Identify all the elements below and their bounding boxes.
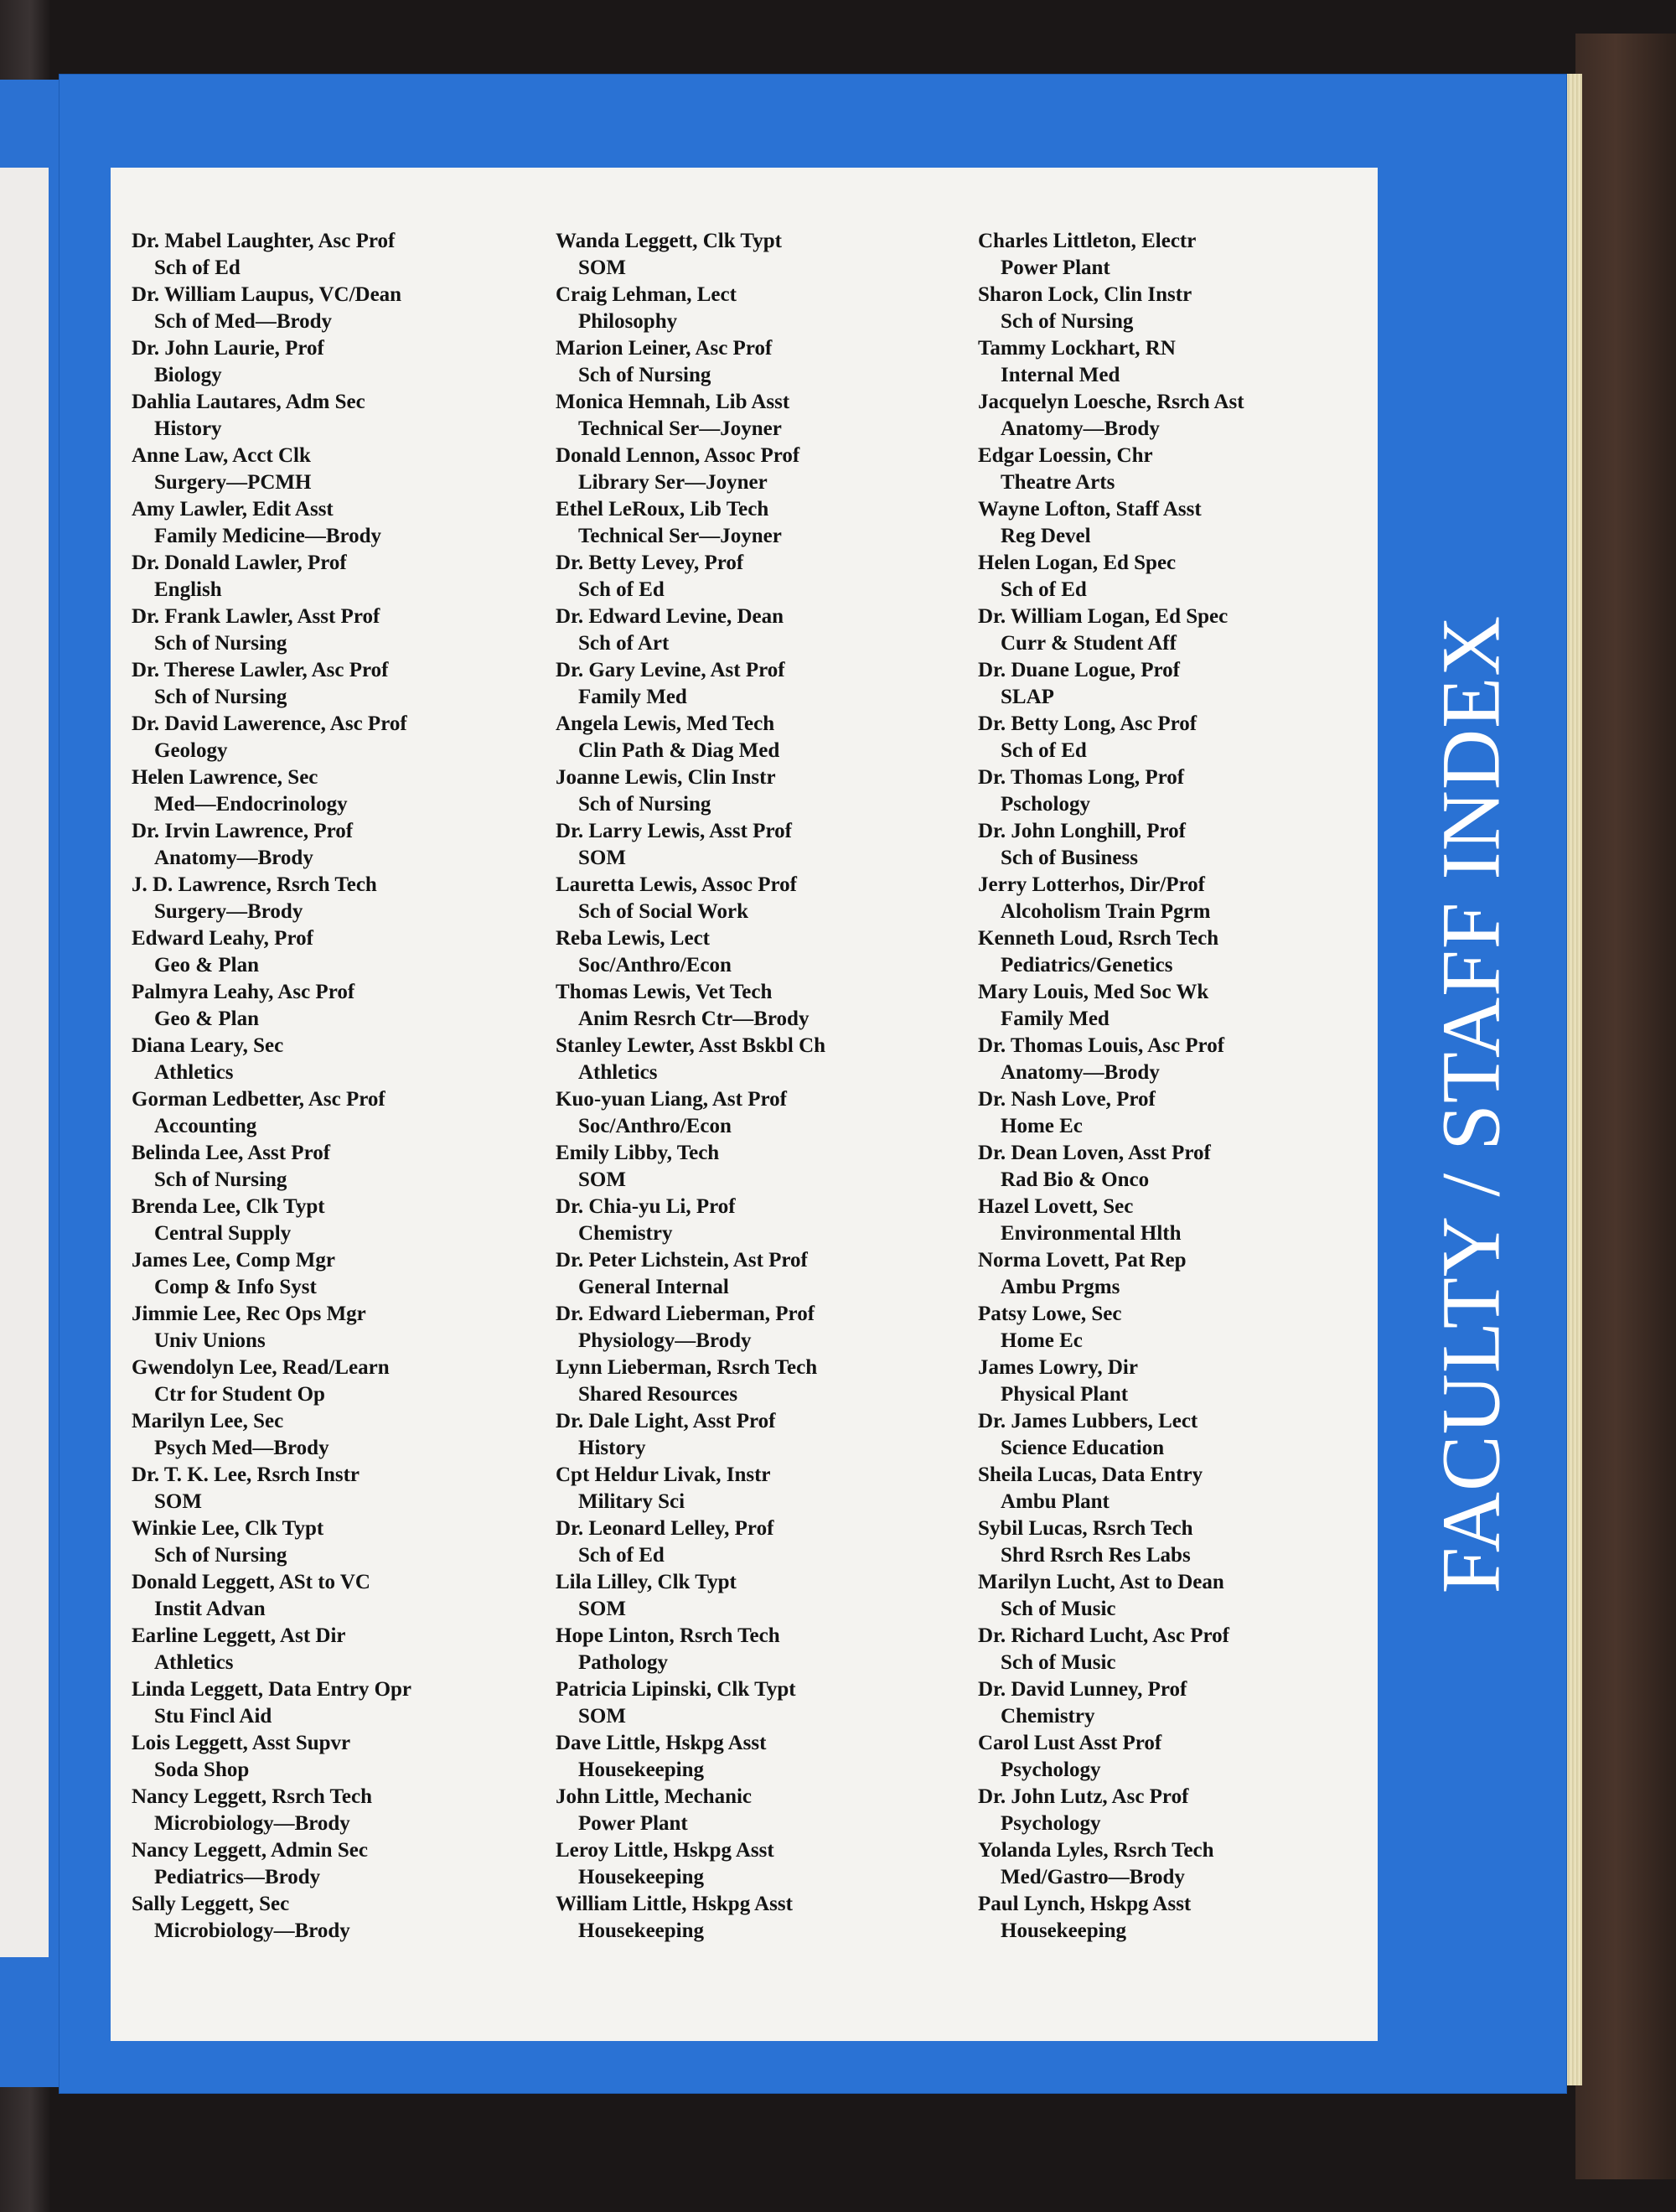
index-entry bbox=[132, 818, 551, 872]
entry-name: Leroy Little, Hskpg Asst bbox=[556, 1839, 774, 1862]
entry-name: Charles Littleton, Electr bbox=[978, 230, 1197, 252]
book-cover-right bbox=[1575, 34, 1676, 2179]
entry-name: Angela Lewis, Med Tech bbox=[556, 712, 775, 735]
entry-name: Mary Louis, Med Soc Wk bbox=[978, 981, 1209, 1003]
index-entry bbox=[556, 1301, 975, 1355]
entry-name: Marilyn Lee, Sec bbox=[132, 1410, 284, 1432]
entry-department: SOM bbox=[578, 256, 626, 279]
entry-name: Paul Lynch, Hskpg Asst bbox=[978, 1893, 1192, 1915]
entry-name: Palmyra Leahy, Asc Prof bbox=[132, 981, 355, 1003]
index-entry bbox=[978, 1784, 1397, 1837]
section-title: FACULTY / STAFF INDEX bbox=[1424, 614, 1518, 1594]
index-entry bbox=[132, 1462, 551, 1515]
entry-department: Psychology bbox=[1001, 1759, 1101, 1781]
entry-name: Brenda Lee, Clk Typt bbox=[132, 1195, 325, 1218]
entry-department: Sch of Business bbox=[1001, 847, 1138, 869]
entry-department: Sch of Nursing bbox=[154, 686, 287, 708]
index-entry bbox=[978, 1408, 1397, 1462]
index-entry bbox=[556, 1891, 975, 1945]
entry-name: Kuo-yuan Liang, Ast Prof bbox=[556, 1088, 787, 1111]
entry-name: Patsy Lowe, Sec bbox=[978, 1303, 1122, 1325]
entry-department: Clin Path & Diag Med bbox=[578, 739, 780, 762]
entry-name: Dr. Dale Light, Asst Prof bbox=[556, 1410, 776, 1432]
entry-department: Sch of Ed bbox=[154, 256, 241, 279]
entry-name: Dr. Leonard Lelley, Prof bbox=[556, 1517, 774, 1540]
index-entry bbox=[132, 1194, 551, 1247]
entry-department: Soc/Anthro/Econ bbox=[578, 1115, 732, 1137]
entry-department: Med/Gastro—Brody bbox=[1001, 1866, 1185, 1888]
index-entry bbox=[556, 1355, 975, 1408]
entry-department: SOM bbox=[578, 1598, 626, 1620]
entry-department: Housekeeping bbox=[1001, 1919, 1127, 1942]
previous-page-edge bbox=[0, 80, 60, 2087]
entry-department: SOM bbox=[578, 1168, 626, 1191]
entry-department: Technical Ser—Joyner bbox=[578, 417, 782, 440]
entry-name: Edward Leahy, Prof bbox=[132, 927, 313, 950]
index-entry bbox=[132, 872, 551, 925]
index-entry bbox=[556, 872, 975, 925]
entry-department: Central Supply bbox=[154, 1222, 292, 1245]
entry-department: Microbiology—Brody bbox=[154, 1812, 350, 1835]
index-entry bbox=[978, 872, 1397, 925]
entry-name: Norma Lovett, Pat Rep bbox=[978, 1249, 1187, 1272]
index-entry bbox=[978, 818, 1397, 872]
entry-department: Soc/Anthro/Econ bbox=[578, 954, 732, 976]
index-entry bbox=[978, 925, 1397, 979]
index-entry bbox=[132, 335, 551, 389]
entry-name: Jimmie Lee, Rec Ops Mgr bbox=[132, 1303, 366, 1325]
entry-name: Dr. T. K. Lee, Rsrch Instr bbox=[132, 1463, 360, 1486]
index-entry bbox=[556, 764, 975, 818]
entry-name: Dr. Dean Loven, Asst Prof bbox=[978, 1142, 1211, 1164]
entry-name: Craig Lehman, Lect bbox=[556, 283, 737, 306]
index-entry bbox=[556, 711, 975, 764]
index-entry bbox=[556, 1247, 975, 1301]
entry-department: Sch of Nursing bbox=[1001, 310, 1134, 333]
entry-name: Dr. David Lunney, Prof bbox=[978, 1678, 1187, 1701]
entry-department: Geology bbox=[154, 739, 228, 762]
entry-department: Theatre Arts bbox=[1001, 471, 1115, 494]
entry-name: Donald Lennon, Assoc Prof bbox=[556, 444, 800, 467]
index-entry bbox=[556, 1086, 975, 1140]
entry-name: Dr. Richard Lucht, Asc Prof bbox=[978, 1624, 1229, 1647]
entry-name: Hope Linton, Rsrch Tech bbox=[556, 1624, 780, 1647]
index-entry bbox=[978, 1355, 1397, 1408]
entry-name: Dr. Betty Levey, Prof bbox=[556, 552, 744, 574]
entry-department: Home Ec bbox=[1001, 1115, 1083, 1137]
entry-department: Sch of Nursing bbox=[154, 632, 287, 655]
index-entry bbox=[556, 1623, 975, 1676]
entry-name: Dahlia Lautares, Adm Sec bbox=[132, 391, 365, 413]
section-title-vertical bbox=[1395, 168, 1546, 2041]
index-entry bbox=[132, 657, 551, 711]
entry-name: Amy Lawler, Edit Asst bbox=[132, 498, 334, 521]
entry-name: Kenneth Loud, Rsrch Tech bbox=[978, 927, 1219, 950]
index-entry bbox=[556, 335, 975, 389]
entry-department: Sch of Ed bbox=[578, 578, 665, 601]
entry-department: Physiology—Brody bbox=[578, 1329, 752, 1352]
entry-department: SOM bbox=[578, 1705, 626, 1728]
index-entry bbox=[556, 496, 975, 550]
entry-department: Science Education bbox=[1001, 1437, 1165, 1459]
index-entry bbox=[978, 1623, 1397, 1676]
entry-department: Sch of Art bbox=[578, 632, 670, 655]
entry-department: Psychology bbox=[1001, 1812, 1101, 1835]
entry-department: Pediatrics—Brody bbox=[154, 1866, 321, 1888]
index-entry bbox=[556, 1408, 975, 1462]
index-entry bbox=[978, 1462, 1397, 1515]
index-entry bbox=[556, 1569, 975, 1623]
entry-department: Geo & Plan bbox=[154, 954, 259, 976]
entry-name: Linda Leggett, Data Entry Opr bbox=[132, 1678, 412, 1701]
entry-department: Athletics bbox=[578, 1061, 658, 1084]
index-entry bbox=[556, 1730, 975, 1784]
entry-name: Lynn Lieberman, Rsrch Tech bbox=[556, 1356, 818, 1379]
index-entry bbox=[132, 389, 551, 443]
entry-department: SOM bbox=[154, 1490, 202, 1513]
index-entry bbox=[978, 1837, 1397, 1891]
index-entry bbox=[978, 1247, 1397, 1301]
index-entry bbox=[556, 1676, 975, 1730]
entry-department: Sch of Social Work bbox=[578, 900, 749, 923]
entry-department: Sch of Ed bbox=[1001, 578, 1087, 601]
entry-department: English bbox=[154, 578, 222, 601]
entry-department: Home Ec bbox=[1001, 1329, 1083, 1352]
entry-name: Dr. Therese Lawler, Asc Prof bbox=[132, 659, 389, 681]
entry-department: Shared Resources bbox=[578, 1383, 738, 1406]
entry-name: Dr. Betty Long, Asc Prof bbox=[978, 712, 1198, 735]
entry-department: Alcoholism Train Pgrm bbox=[1001, 900, 1211, 923]
index-entry bbox=[978, 604, 1397, 657]
entry-department: Athletics bbox=[154, 1061, 234, 1084]
entry-department: Rad Bio & Onco bbox=[1001, 1168, 1150, 1191]
entry-department: Med—Endocrinology bbox=[154, 793, 348, 816]
entry-department: SOM bbox=[578, 847, 626, 869]
entry-department: Sch of Ed bbox=[578, 1544, 665, 1567]
index-entry bbox=[132, 228, 551, 282]
index-content-box bbox=[111, 168, 1378, 2041]
index-entry bbox=[978, 1891, 1397, 1945]
entry-department: Housekeeping bbox=[578, 1919, 705, 1942]
entry-department: Military Sci bbox=[578, 1490, 685, 1513]
entry-name: Dr. Larry Lewis, Asst Prof bbox=[556, 820, 792, 842]
entry-name: Tammy Lockhart, RN bbox=[978, 337, 1176, 360]
entry-name: Thomas Lewis, Vet Tech bbox=[556, 981, 773, 1003]
entry-name: Sally Leggett, Sec bbox=[132, 1893, 290, 1915]
entry-department: Ambu Prgms bbox=[1001, 1276, 1120, 1298]
entry-department: Pathology bbox=[578, 1651, 668, 1674]
entry-department: Ctr for Student Op bbox=[154, 1383, 325, 1406]
entry-name: Dr. John Lutz, Asc Prof bbox=[978, 1785, 1189, 1808]
entry-department: Power Plant bbox=[1001, 256, 1110, 279]
index-entry bbox=[978, 764, 1397, 818]
entry-department: Sch of Music bbox=[1001, 1651, 1116, 1674]
entry-department: Biology bbox=[154, 364, 222, 386]
entry-name: J. D. Lawrence, Rsrch Tech bbox=[132, 873, 377, 896]
entry-department: Housekeeping bbox=[578, 1866, 705, 1888]
entry-department: Sch of Music bbox=[1001, 1598, 1116, 1620]
index-entry bbox=[978, 282, 1397, 335]
entry-department: Comp & Info Syst bbox=[154, 1276, 317, 1298]
index-entry bbox=[978, 1140, 1397, 1194]
entry-name: Jacquelyn Loesche, Rsrch Ast bbox=[978, 391, 1244, 413]
index-entry bbox=[132, 604, 551, 657]
index-entry bbox=[978, 1515, 1397, 1569]
entry-department: Family Medicine—Brody bbox=[154, 525, 382, 547]
index-entry bbox=[978, 335, 1397, 389]
entry-name: Dr. David Lawerence, Asc Prof bbox=[132, 712, 407, 735]
entry-name: Edgar Loessin, Chr bbox=[978, 444, 1153, 467]
entry-name: Nancy Leggett, Admin Sec bbox=[132, 1839, 368, 1862]
index-entry bbox=[556, 228, 975, 282]
entry-department: Geo & Plan bbox=[154, 1008, 259, 1030]
index-entry bbox=[132, 1515, 551, 1569]
entry-name: Lila Lilley, Clk Typt bbox=[556, 1571, 737, 1593]
index-entry bbox=[132, 1355, 551, 1408]
index-entry bbox=[132, 1408, 551, 1462]
index-entry bbox=[132, 443, 551, 496]
index-entry bbox=[132, 1891, 551, 1945]
entry-name: Donald Leggett, ASt to VC bbox=[132, 1571, 370, 1593]
entry-name: Sybil Lucas, Rsrch Tech bbox=[978, 1517, 1193, 1540]
index-entry bbox=[556, 389, 975, 443]
entry-department: Sch of Nursing bbox=[578, 364, 711, 386]
index-entry bbox=[132, 979, 551, 1033]
entry-department: Sch of Nursing bbox=[154, 1168, 287, 1191]
index-entry bbox=[556, 1462, 975, 1515]
index-entry bbox=[556, 925, 975, 979]
entry-name: Patricia Lipinski, Clk Typt bbox=[556, 1678, 796, 1701]
index-entry bbox=[132, 550, 551, 604]
index-entry bbox=[978, 550, 1397, 604]
index-entry bbox=[978, 1086, 1397, 1140]
index-entry bbox=[132, 496, 551, 550]
entry-department: Soda Shop bbox=[154, 1759, 250, 1781]
index-entry bbox=[132, 1569, 551, 1623]
entry-name: Stanley Lewter, Asst Bskbl Ch bbox=[556, 1034, 826, 1057]
entry-name: Winkie Lee, Clk Typt bbox=[132, 1517, 324, 1540]
index-entry bbox=[978, 228, 1397, 282]
entry-name: Emily Libby, Tech bbox=[556, 1142, 720, 1164]
entry-name: Dr. Edward Levine, Dean bbox=[556, 605, 784, 628]
index-entry bbox=[978, 1194, 1397, 1247]
index-entry bbox=[132, 711, 551, 764]
index-entry bbox=[556, 1784, 975, 1837]
entry-department: Athletics bbox=[154, 1651, 234, 1674]
index-entry bbox=[978, 1301, 1397, 1355]
entry-name: Cpt Heldur Livak, Instr bbox=[556, 1463, 771, 1486]
entry-department: Accounting bbox=[154, 1115, 257, 1137]
entry-name: Jerry Lotterhos, Dir/Prof bbox=[978, 873, 1205, 896]
entry-name: Wanda Leggett, Clk Typt bbox=[556, 230, 782, 252]
entry-name: Dr. Thomas Long, Prof bbox=[978, 766, 1185, 789]
entry-department: Housekeeping bbox=[578, 1759, 705, 1781]
entry-name: Yolanda Lyles, Rsrch Tech bbox=[978, 1839, 1214, 1862]
entry-name: Marilyn Lucht, Ast to Dean bbox=[978, 1571, 1224, 1593]
index-entry bbox=[132, 282, 551, 335]
index-entry bbox=[132, 1730, 551, 1784]
index-entry bbox=[978, 1676, 1397, 1730]
entry-department: General Internal bbox=[578, 1276, 729, 1298]
entry-name: John Little, Mechanic bbox=[556, 1785, 753, 1808]
entry-name: Joanne Lewis, Clin Instr bbox=[556, 766, 776, 789]
index-column-2 bbox=[556, 228, 975, 1945]
previous-page-text-area bbox=[0, 168, 49, 1957]
entry-department: Stu Fincl Aid bbox=[154, 1705, 272, 1728]
index-entry bbox=[132, 1837, 551, 1891]
entry-department: Anatomy—Brody bbox=[1001, 417, 1160, 440]
index-entry bbox=[132, 1086, 551, 1140]
index-entry bbox=[978, 496, 1397, 550]
index-entry bbox=[978, 979, 1397, 1033]
entry-name: Dr. William Logan, Ed Spec bbox=[978, 605, 1229, 628]
index-entry bbox=[978, 443, 1397, 496]
entry-department: Pschology bbox=[1001, 793, 1090, 816]
entry-name: Gwendolyn Lee, Read/Learn bbox=[132, 1356, 390, 1379]
entry-name: Belinda Lee, Asst Prof bbox=[132, 1142, 331, 1164]
index-entry bbox=[132, 1140, 551, 1194]
entry-name: Anne Law, Acct Clk bbox=[132, 444, 311, 467]
entry-name: Dr. Irvin Lawrence, Prof bbox=[132, 820, 354, 842]
entry-name: Lauretta Lewis, Assoc Prof bbox=[556, 873, 797, 896]
index-page bbox=[59, 74, 1567, 2094]
entry-name: Gorman Ledbetter, Asc Prof bbox=[132, 1088, 385, 1111]
entry-department: SLAP bbox=[1001, 686, 1054, 708]
entry-name: Ethel LeRoux, Lib Tech bbox=[556, 498, 769, 521]
entry-department: Instit Advan bbox=[154, 1598, 266, 1620]
entry-name: Hazel Lovett, Sec bbox=[978, 1195, 1134, 1218]
entry-name: James Lee, Comp Mgr bbox=[132, 1249, 335, 1272]
entry-department: Chemistry bbox=[578, 1222, 673, 1245]
index-entry bbox=[556, 1140, 975, 1194]
entry-name: James Lowry, Dir bbox=[978, 1356, 1138, 1379]
entry-name: Dr. Peter Lichstein, Ast Prof bbox=[556, 1249, 808, 1272]
index-entry bbox=[132, 1247, 551, 1301]
entry-department: History bbox=[578, 1437, 646, 1459]
index-columns bbox=[111, 168, 1378, 2041]
entry-name: Dr. Frank Lawler, Asst Prof bbox=[132, 605, 380, 628]
entry-name: Dave Little, Hskpg Asst bbox=[556, 1732, 767, 1754]
entry-name: Dr. James Lubbers, Lect bbox=[978, 1410, 1198, 1432]
entry-name: Sheila Lucas, Data Entry bbox=[978, 1463, 1203, 1486]
entry-department: Power Plant bbox=[578, 1812, 688, 1835]
index-entry bbox=[132, 764, 551, 818]
entry-name: Marion Leiner, Asc Prof bbox=[556, 337, 773, 360]
index-entry bbox=[556, 604, 975, 657]
entry-name: Dr. Thomas Louis, Asc Prof bbox=[978, 1034, 1225, 1057]
entry-name: Lois Leggett, Asst Supvr bbox=[132, 1732, 351, 1754]
entry-department: Library Ser—Joyner bbox=[578, 471, 768, 494]
entry-name: Helen Lawrence, Sec bbox=[132, 766, 318, 789]
index-entry bbox=[978, 711, 1397, 764]
entry-name: Wayne Lofton, Staff Asst bbox=[978, 498, 1202, 521]
entry-name: William Little, Hskpg Asst bbox=[556, 1893, 793, 1915]
entry-department: Anatomy—Brody bbox=[1001, 1061, 1160, 1084]
entry-department: Family Med bbox=[1001, 1008, 1110, 1030]
index-entry bbox=[978, 657, 1397, 711]
index-entry bbox=[556, 1515, 975, 1569]
index-entry bbox=[556, 1194, 975, 1247]
entry-department: Pediatrics/Genetics bbox=[1001, 954, 1173, 976]
entry-department: Physical Plant bbox=[1001, 1383, 1129, 1406]
index-entry bbox=[978, 1730, 1397, 1784]
index-entry bbox=[978, 1569, 1397, 1623]
entry-name: Dr. William Laupus, VC/Dean bbox=[132, 283, 402, 306]
index-entry bbox=[132, 1033, 551, 1086]
entry-name: Diana Leary, Sec bbox=[132, 1034, 284, 1057]
index-entry bbox=[132, 925, 551, 979]
entry-name: Helen Logan, Ed Spec bbox=[978, 552, 1177, 574]
entry-name: Dr. Mabel Laughter, Asc Prof bbox=[132, 230, 396, 252]
entry-name: Reba Lewis, Lect bbox=[556, 927, 710, 950]
index-entry bbox=[556, 443, 975, 496]
entry-department: Reg Devel bbox=[1001, 525, 1091, 547]
entry-name: Dr. Chia-yu Li, Prof bbox=[556, 1195, 736, 1218]
entry-department: Microbiology—Brody bbox=[154, 1919, 350, 1942]
entry-department: Sch of Nursing bbox=[154, 1544, 287, 1567]
entry-department: Ambu Plant bbox=[1001, 1490, 1110, 1513]
index-column-3 bbox=[978, 228, 1397, 1945]
entry-department: Environmental Hlth bbox=[1001, 1222, 1182, 1245]
entry-name: Dr. John Longhill, Prof bbox=[978, 820, 1186, 842]
entry-department: Sch of Ed bbox=[1001, 739, 1087, 762]
entry-department: Shrd Rsrch Res Labs bbox=[1001, 1544, 1191, 1567]
index-entry bbox=[978, 389, 1397, 443]
entry-name: Dr. Duane Logue, Prof bbox=[978, 659, 1180, 681]
entry-name: Earline Leggett, Ast Dir bbox=[132, 1624, 346, 1647]
entry-department: Anim Resrch Ctr—Brody bbox=[578, 1008, 810, 1030]
entry-department: Sch of Med—Brody bbox=[154, 310, 333, 333]
index-entry bbox=[978, 1033, 1397, 1086]
entry-name: Dr. Nash Love, Prof bbox=[978, 1088, 1156, 1111]
index-entry bbox=[132, 1301, 551, 1355]
entry-department: Internal Med bbox=[1001, 364, 1120, 386]
entry-department: Surgery—Brody bbox=[154, 900, 303, 923]
entry-name: Monica Hemnah, Lib Asst bbox=[556, 391, 790, 413]
index-entry bbox=[132, 1623, 551, 1676]
entry-department: Family Med bbox=[578, 686, 687, 708]
entry-department: Philosophy bbox=[578, 310, 678, 333]
entry-department: Psych Med—Brody bbox=[154, 1437, 329, 1459]
entry-department: Curr & Student Aff bbox=[1001, 632, 1177, 655]
index-entry bbox=[556, 657, 975, 711]
index-column-1 bbox=[132, 228, 551, 1945]
entry-department: Anatomy—Brody bbox=[154, 847, 313, 869]
index-entry bbox=[556, 1837, 975, 1891]
entry-name: Sharon Lock, Clin Instr bbox=[978, 283, 1192, 306]
index-entry bbox=[556, 282, 975, 335]
entry-name: Nancy Leggett, Rsrch Tech bbox=[132, 1785, 373, 1808]
entry-name: Dr. Donald Lawler, Prof bbox=[132, 552, 347, 574]
entry-name: Dr. Gary Levine, Ast Prof bbox=[556, 659, 785, 681]
index-entry bbox=[556, 979, 975, 1033]
entry-department: Technical Ser—Joyner bbox=[578, 525, 782, 547]
entry-name: Carol Lust Asst Prof bbox=[978, 1732, 1162, 1754]
entry-department: Surgery—PCMH bbox=[154, 471, 312, 494]
entry-department: Univ Unions bbox=[154, 1329, 266, 1352]
entry-department: Chemistry bbox=[1001, 1705, 1095, 1728]
entry-name: Dr. Edward Lieberman, Prof bbox=[556, 1303, 815, 1325]
index-entry bbox=[132, 1676, 551, 1730]
entry-name: Dr. John Laurie, Prof bbox=[132, 337, 324, 360]
index-entry bbox=[556, 1033, 975, 1086]
index-entry bbox=[132, 1784, 551, 1837]
entry-department: Sch of Nursing bbox=[578, 793, 711, 816]
entry-department: History bbox=[154, 417, 222, 440]
index-entry bbox=[556, 818, 975, 872]
index-entry bbox=[556, 550, 975, 604]
